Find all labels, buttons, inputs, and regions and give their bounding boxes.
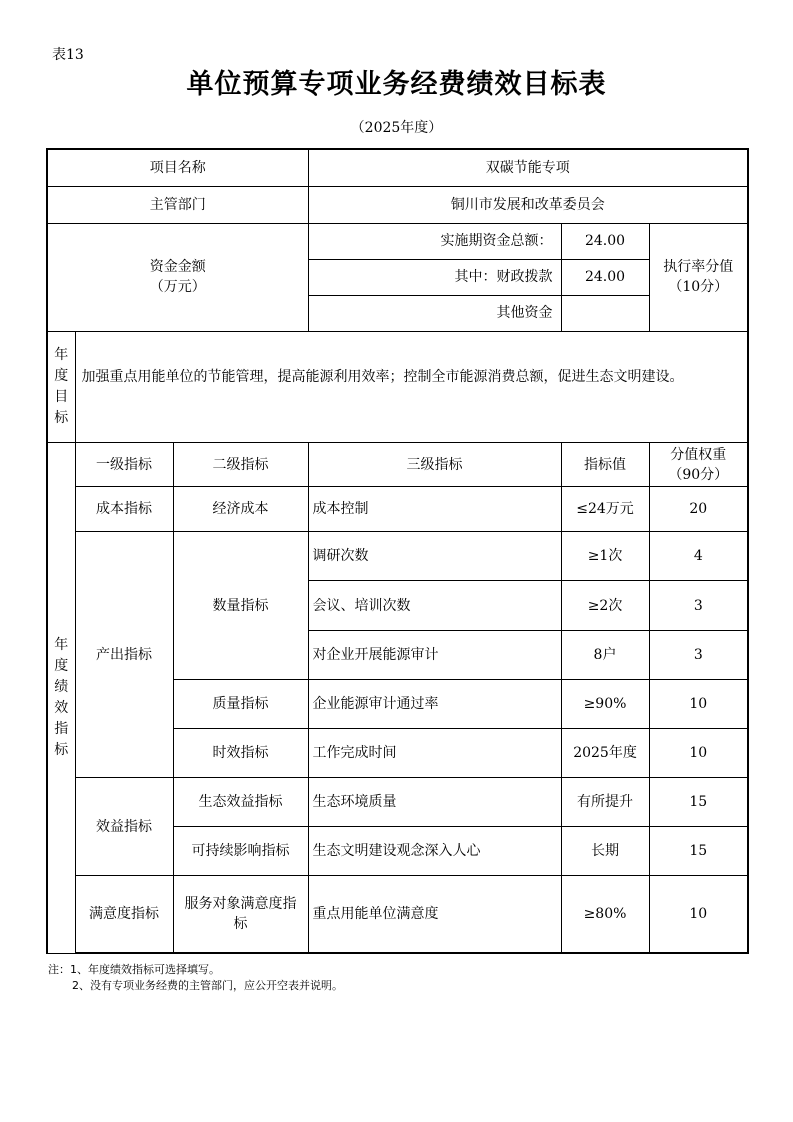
- sustain-level2: 可持续影响指标: [173, 827, 308, 876]
- timeliness-value: 2025年度: [561, 728, 649, 777]
- output-row3-level3: 对企业开展能源审计: [308, 630, 561, 679]
- exec-rate-score: （10分）: [668, 279, 729, 296]
- funds-other-label: 其他资金: [308, 295, 561, 331]
- cost-level3: 成本控制: [308, 487, 561, 532]
- eco-level3: 生态环境质量: [308, 777, 561, 826]
- project-name-label: 项目名称: [47, 149, 308, 186]
- exec-rate-label: 执行率分值: [663, 259, 734, 276]
- eco-value: 有所提升: [561, 777, 649, 826]
- footnotes: [48, 962, 343, 994]
- output-row2-weight: 3: [649, 581, 748, 630]
- header-level2: 二级指标: [173, 443, 308, 487]
- output-row2-level3: 会议、培训次数: [308, 581, 561, 630]
- timeliness-level2: 时效指标: [173, 728, 308, 777]
- output-row3-value: 8户: [561, 630, 649, 679]
- output-row2-value: ≥2次: [561, 581, 649, 630]
- header-level1: 一级指标: [75, 443, 173, 487]
- funds-total-label: 实施期资金总额：: [308, 223, 561, 259]
- output-row1-weight: 4: [649, 532, 748, 581]
- header-value: 指标值: [561, 443, 649, 487]
- eco-level2: 生态效益指标: [173, 777, 308, 826]
- table-row: [47, 876, 748, 953]
- output-row1-level3: 调研次数: [308, 532, 561, 581]
- row-annual-goal: [47, 331, 748, 442]
- sustain-value: 长期: [561, 827, 649, 876]
- funds-total-value: 24.00: [561, 223, 649, 259]
- performance-table: [46, 148, 749, 954]
- page-title: 单位预算专项业务经费绩效目标表: [186, 69, 607, 100]
- quality-level2: 质量指标: [173, 679, 308, 728]
- cost-weight: 20: [649, 487, 748, 532]
- header-weight-cell: [649, 443, 748, 487]
- cost-level1: 成本指标: [75, 487, 173, 532]
- funds-fiscal-label: 其中：财政拨款: [308, 259, 561, 295]
- table-row: [47, 487, 748, 532]
- satisfaction-weight: 10: [649, 876, 748, 953]
- output-level1: 产出指标: [75, 532, 173, 778]
- header-weight: 分值权重: [670, 446, 727, 463]
- indicators-label: 年度绩效指标: [54, 636, 69, 758]
- annual-goal-text: 加强重点用能单位的节能管理，提高能源利用效率；控制全市能源消费总额，促进生态文明建设。: [75, 331, 748, 442]
- project-name-value: 双碳节能专项: [308, 149, 748, 186]
- quality-level3: 企业能源审计通过率: [308, 679, 561, 728]
- cost-value: ≤24万元: [561, 487, 649, 532]
- row-indicator-headers: [47, 443, 748, 487]
- cost-level2: 经济成本: [173, 487, 308, 532]
- satisfaction-level3: 重点用能单位满意度: [308, 876, 561, 953]
- department-value: 铜川市发展和改革委员会: [308, 186, 748, 223]
- annual-goal-label-cell: [47, 331, 75, 442]
- funds-label-cell: [47, 223, 308, 331]
- table-row: [47, 777, 748, 826]
- sustain-weight: 15: [649, 827, 748, 876]
- output-row1-value: ≥1次: [561, 532, 649, 581]
- funds-other-value: [561, 295, 649, 331]
- footnote-2: 2、没有专项业务经费的主管部门，应公开空表并说明。: [72, 979, 343, 992]
- exec-rate-cell: [649, 223, 748, 331]
- output-row3-weight: 3: [649, 630, 748, 679]
- timeliness-level3: 工作完成时间: [308, 728, 561, 777]
- department-label: 主管部门: [47, 186, 308, 223]
- benefit-level1: 效益指标: [75, 777, 173, 875]
- table-number: 表13: [52, 47, 84, 63]
- satisfaction-level1: 满意度指标: [75, 876, 173, 953]
- funds-unit: （万元）: [149, 279, 206, 296]
- funds-fiscal-value: 24.00: [561, 259, 649, 295]
- footnote-1: 注：1、年度绩效指标可选择填写。: [48, 963, 220, 976]
- quality-value: ≥90%: [561, 679, 649, 728]
- budget-year: （2025年度）: [350, 120, 443, 136]
- quality-weight: 10: [649, 679, 748, 728]
- row-funds-total: [47, 223, 748, 259]
- output-quantity-level2: 数量指标: [173, 532, 308, 679]
- satisfaction-value: ≥80%: [561, 876, 649, 953]
- row-project-name: [47, 149, 748, 186]
- timeliness-weight: 10: [649, 728, 748, 777]
- header-weight-sub: （90分）: [668, 466, 729, 483]
- table-row: [47, 532, 748, 581]
- satisfaction-level2: 服务对象满意度指标: [173, 876, 308, 953]
- indicators-label-cell: [47, 443, 75, 953]
- funds-label: 资金金额: [149, 259, 206, 276]
- eco-weight: 15: [649, 777, 748, 826]
- row-department: [47, 186, 748, 223]
- header-level3: 三级指标: [308, 443, 561, 487]
- sustain-level3: 生态文明建设观念深入人心: [308, 827, 561, 876]
- annual-goal-label: 年度目标: [54, 347, 69, 427]
